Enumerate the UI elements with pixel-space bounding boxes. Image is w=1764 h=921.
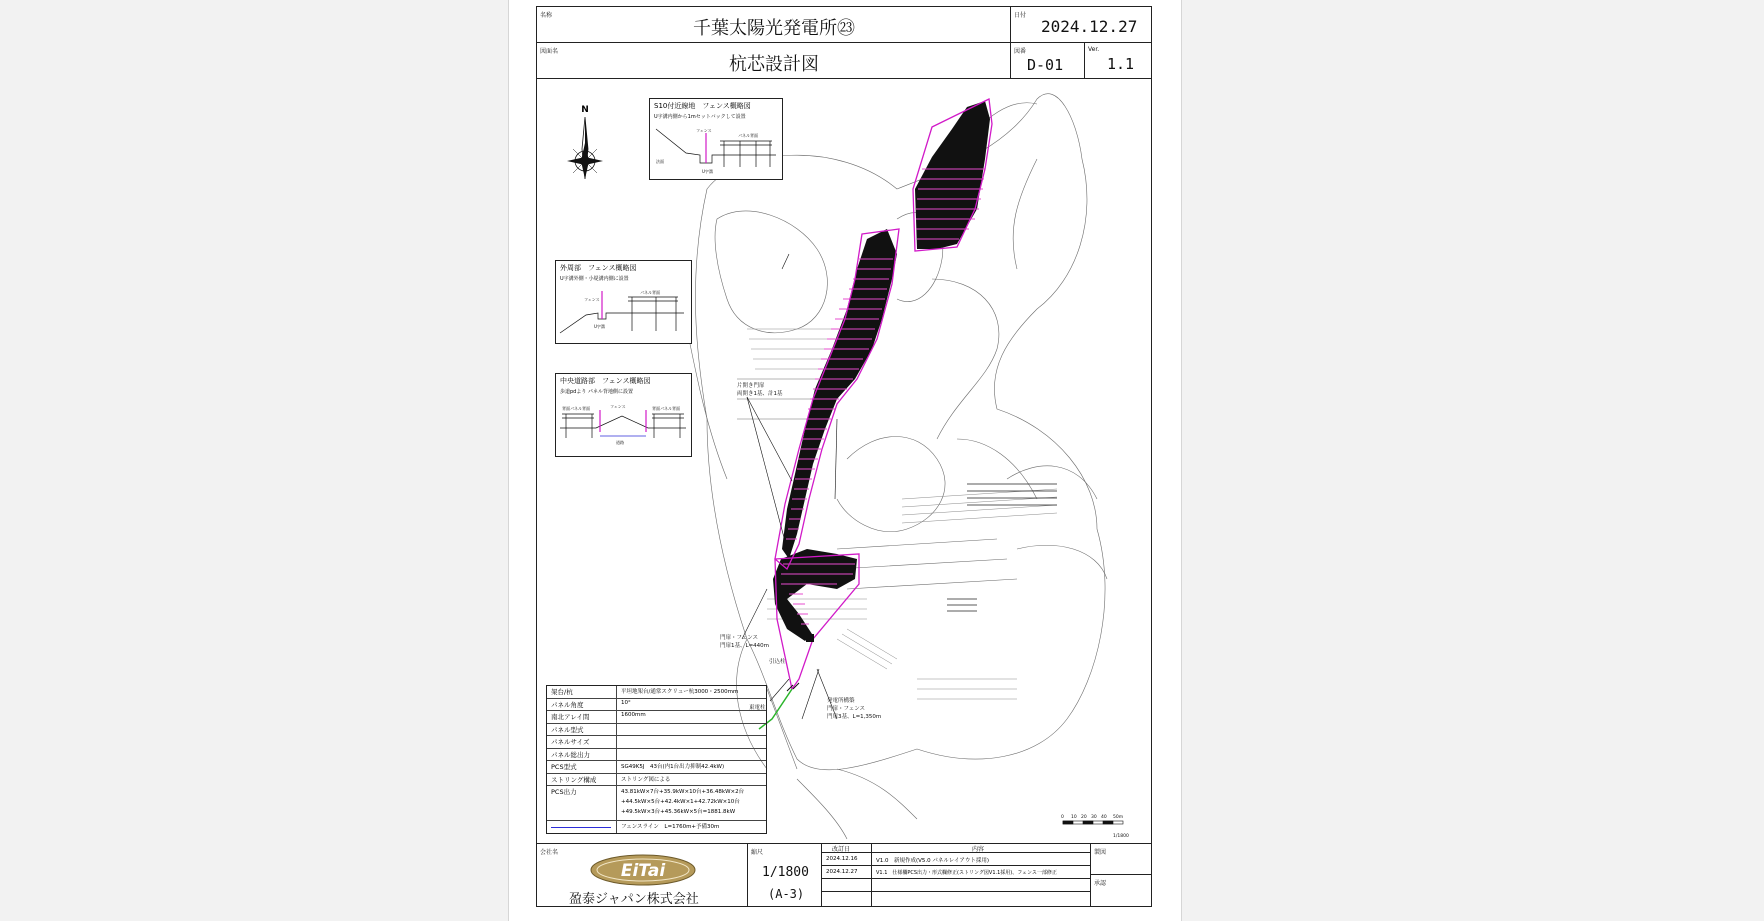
drawn-by-cell [1091,844,1151,875]
rev-date-label: 改訂日 [832,846,851,853]
spec-value: 10° [621,699,631,706]
fence-line-legend [547,821,617,833]
callout-s10-note: U字溝内側から1mセットバックして設置 [654,114,746,120]
company-cell [537,844,748,906]
drawing-name-label: 図面名 [540,48,559,55]
scale-cell [748,844,822,906]
version: 1.1 [1107,55,1135,73]
spec-row [547,686,766,699]
spec-key: 架台/杭 [547,686,617,698]
rev-content-label: 内容 [972,846,985,853]
callout-s10-label-gutter: U字溝 [702,169,713,174]
scale-tick-4: 40 [1101,815,1107,820]
drawing-name: 杭芯設計図 [729,54,819,75]
spec-key: パネル型式 [547,724,617,736]
rev-date-header [822,844,872,853]
callout-outer-sketch [556,285,689,341]
spec-key: PCS型式 [547,761,617,773]
title-cell [537,7,1011,43]
rev-date-3 [822,879,872,892]
eitai-logo [588,853,698,887]
callout-outer-label-panel: パネル背面 [640,290,660,295]
callout-s10-sketch [650,123,780,177]
spec-value: 43.81kW×7台+35.9kW×10台+36.48kW×2台+44.5kW×5台+42.4kW×1+42.72kW×10台+49.5kW×3台+45.36kW×5台=1881.8kW [621,789,745,815]
callout-outer-label-gutter: U字溝 [594,324,605,329]
scale-tick-1: 10 [1071,815,1077,820]
rev-content-3 [872,879,1091,892]
spec-row [547,724,766,737]
spec-row [547,761,766,774]
version-cell [1085,43,1152,79]
callout-central [555,373,692,457]
spec-value: SG49K5J 43台(内1台出力抑制42.4kW) [621,764,725,770]
rev-date-2 [822,866,872,879]
spec-key: パネル総出力 [547,749,617,761]
scale-tick-5: 50m [1113,815,1124,820]
spec-row [547,774,766,787]
callout-central-note: 歩道pdより パネル背地側に設置 [560,389,633,395]
scale-value: 1/1800 [762,865,809,880]
name-label: 名称 [540,12,553,19]
paper-size: (A-3) [768,887,805,901]
callout-central-label-road: 道路 [616,440,624,445]
scale-tick-3: 30 [1091,815,1097,820]
callout-central-title: 中央道路部 フェンス概略図 [560,377,651,385]
spec-row [547,736,766,749]
drawing-name-cell [537,43,1011,79]
scale-tick-2: 20 [1081,815,1087,820]
version-label: Ver. [1088,46,1100,53]
spec-row [547,786,766,821]
rev-content-1 [872,853,1091,866]
callout-s10-label-panel: パネル背面 [738,133,758,138]
spec-row [547,749,766,762]
callout-s10 [649,98,783,180]
spec-row [547,699,766,712]
drawing-sheet [536,6,1152,907]
spec-value [617,749,766,761]
callout-outer-title: 外周部 フェンス概略図 [560,264,637,272]
gate-b-note: 門扉1基、L=440m [720,643,770,649]
spec-key: パネル角度 [547,699,617,711]
rev-date-text: 2024.12.27 [826,869,858,875]
callout-s10-title: S10付近線地 フェンス概略図 [654,102,751,110]
callout-outer [555,260,692,344]
north-label: N [581,105,589,115]
spec-value: 平坦地架台/通常スクリュー杭3000・2500mm [621,689,739,695]
rev-date-4 [822,892,872,906]
tepco-pole-label: 東電柱 [749,705,766,711]
rev-content-4 [872,892,1091,906]
substation-note: 門扉3基、L=1,350m [827,714,882,720]
logo-text: EiTai [620,861,666,881]
callout-central-sketch [556,398,689,454]
rev-content-2 [872,866,1091,879]
approved-label: 承認 [1094,880,1107,887]
project-title: 千葉太陽光発電所㉓ [693,18,855,39]
drawing-no-cell [1011,43,1085,79]
spec-value [617,724,766,736]
spec-key: PCS出力 [547,786,617,820]
callout-central-label-left: 背面パネル背面 [562,406,590,411]
spec-row [547,711,766,724]
rev-date-text: 2024.12.16 [826,856,858,862]
spec-key: 南北アレイ間 [547,711,617,723]
spec-table [546,685,767,834]
rev-content-header [872,844,1091,853]
drawing-date: 2024.12.27 [1041,17,1138,36]
date-cell [1011,7,1152,43]
callout-outer-note: U字溝外側・小堤溝内側に設置 [560,276,629,282]
drawn-by-label: 製図 [1094,849,1107,856]
callout-s10-label-slope: 法面 [656,159,664,164]
callout-central-label-right: 背面パネル背面 [652,406,680,411]
spec-row-fence-line [547,821,766,833]
callout-central-label-fence: フェンス [610,404,626,409]
date-label: 日付 [1014,12,1027,19]
approved-cell [1091,875,1151,906]
gate-a-note: 両開き1基、計1基 [737,391,783,397]
rev-date-1 [822,853,872,866]
gate-b-title: 門扉・フェンス [720,635,759,641]
spec-key: パネルサイズ [547,736,617,748]
spec-value [617,736,766,748]
spec-value: フェンスライン L=1760m+予備30m [621,824,720,830]
substation-sub: 門扉・フェンス [827,706,866,712]
map-scale-text: 1/1800 [1113,834,1129,839]
drawing-no: D-01 [1027,56,1064,74]
scale-tick-0: 0 [1061,815,1064,820]
tap-pole-label: 引込柱 [769,659,786,665]
callout-s10-label-fence: フェンス [696,128,712,133]
spec-value: ストリング図による [621,776,671,783]
gate-a-title: 片開き門扉 [737,383,765,389]
spec-value: 1600mm [621,712,646,718]
substation-title: 発電所構築 [827,698,855,704]
rev-content-text: V1.1 仕様欄PCS出力・形式欄修正(ストリング図V1.1採用)、フェンス一部修正 [876,870,1057,876]
company-label: 会社名 [540,849,559,856]
scale-label: 縮尺 [751,849,764,856]
rev-content-text: V1.0 新規作成(V5.0 パネルレイアウト採用) [876,858,989,864]
company-name: 盈泰ジャパン株式会社 [569,892,699,907]
callout-outer-label-fence: フェンス [584,297,600,302]
spec-key: ストリング構成 [547,774,617,786]
drawing-no-label: 図番 [1014,48,1027,55]
